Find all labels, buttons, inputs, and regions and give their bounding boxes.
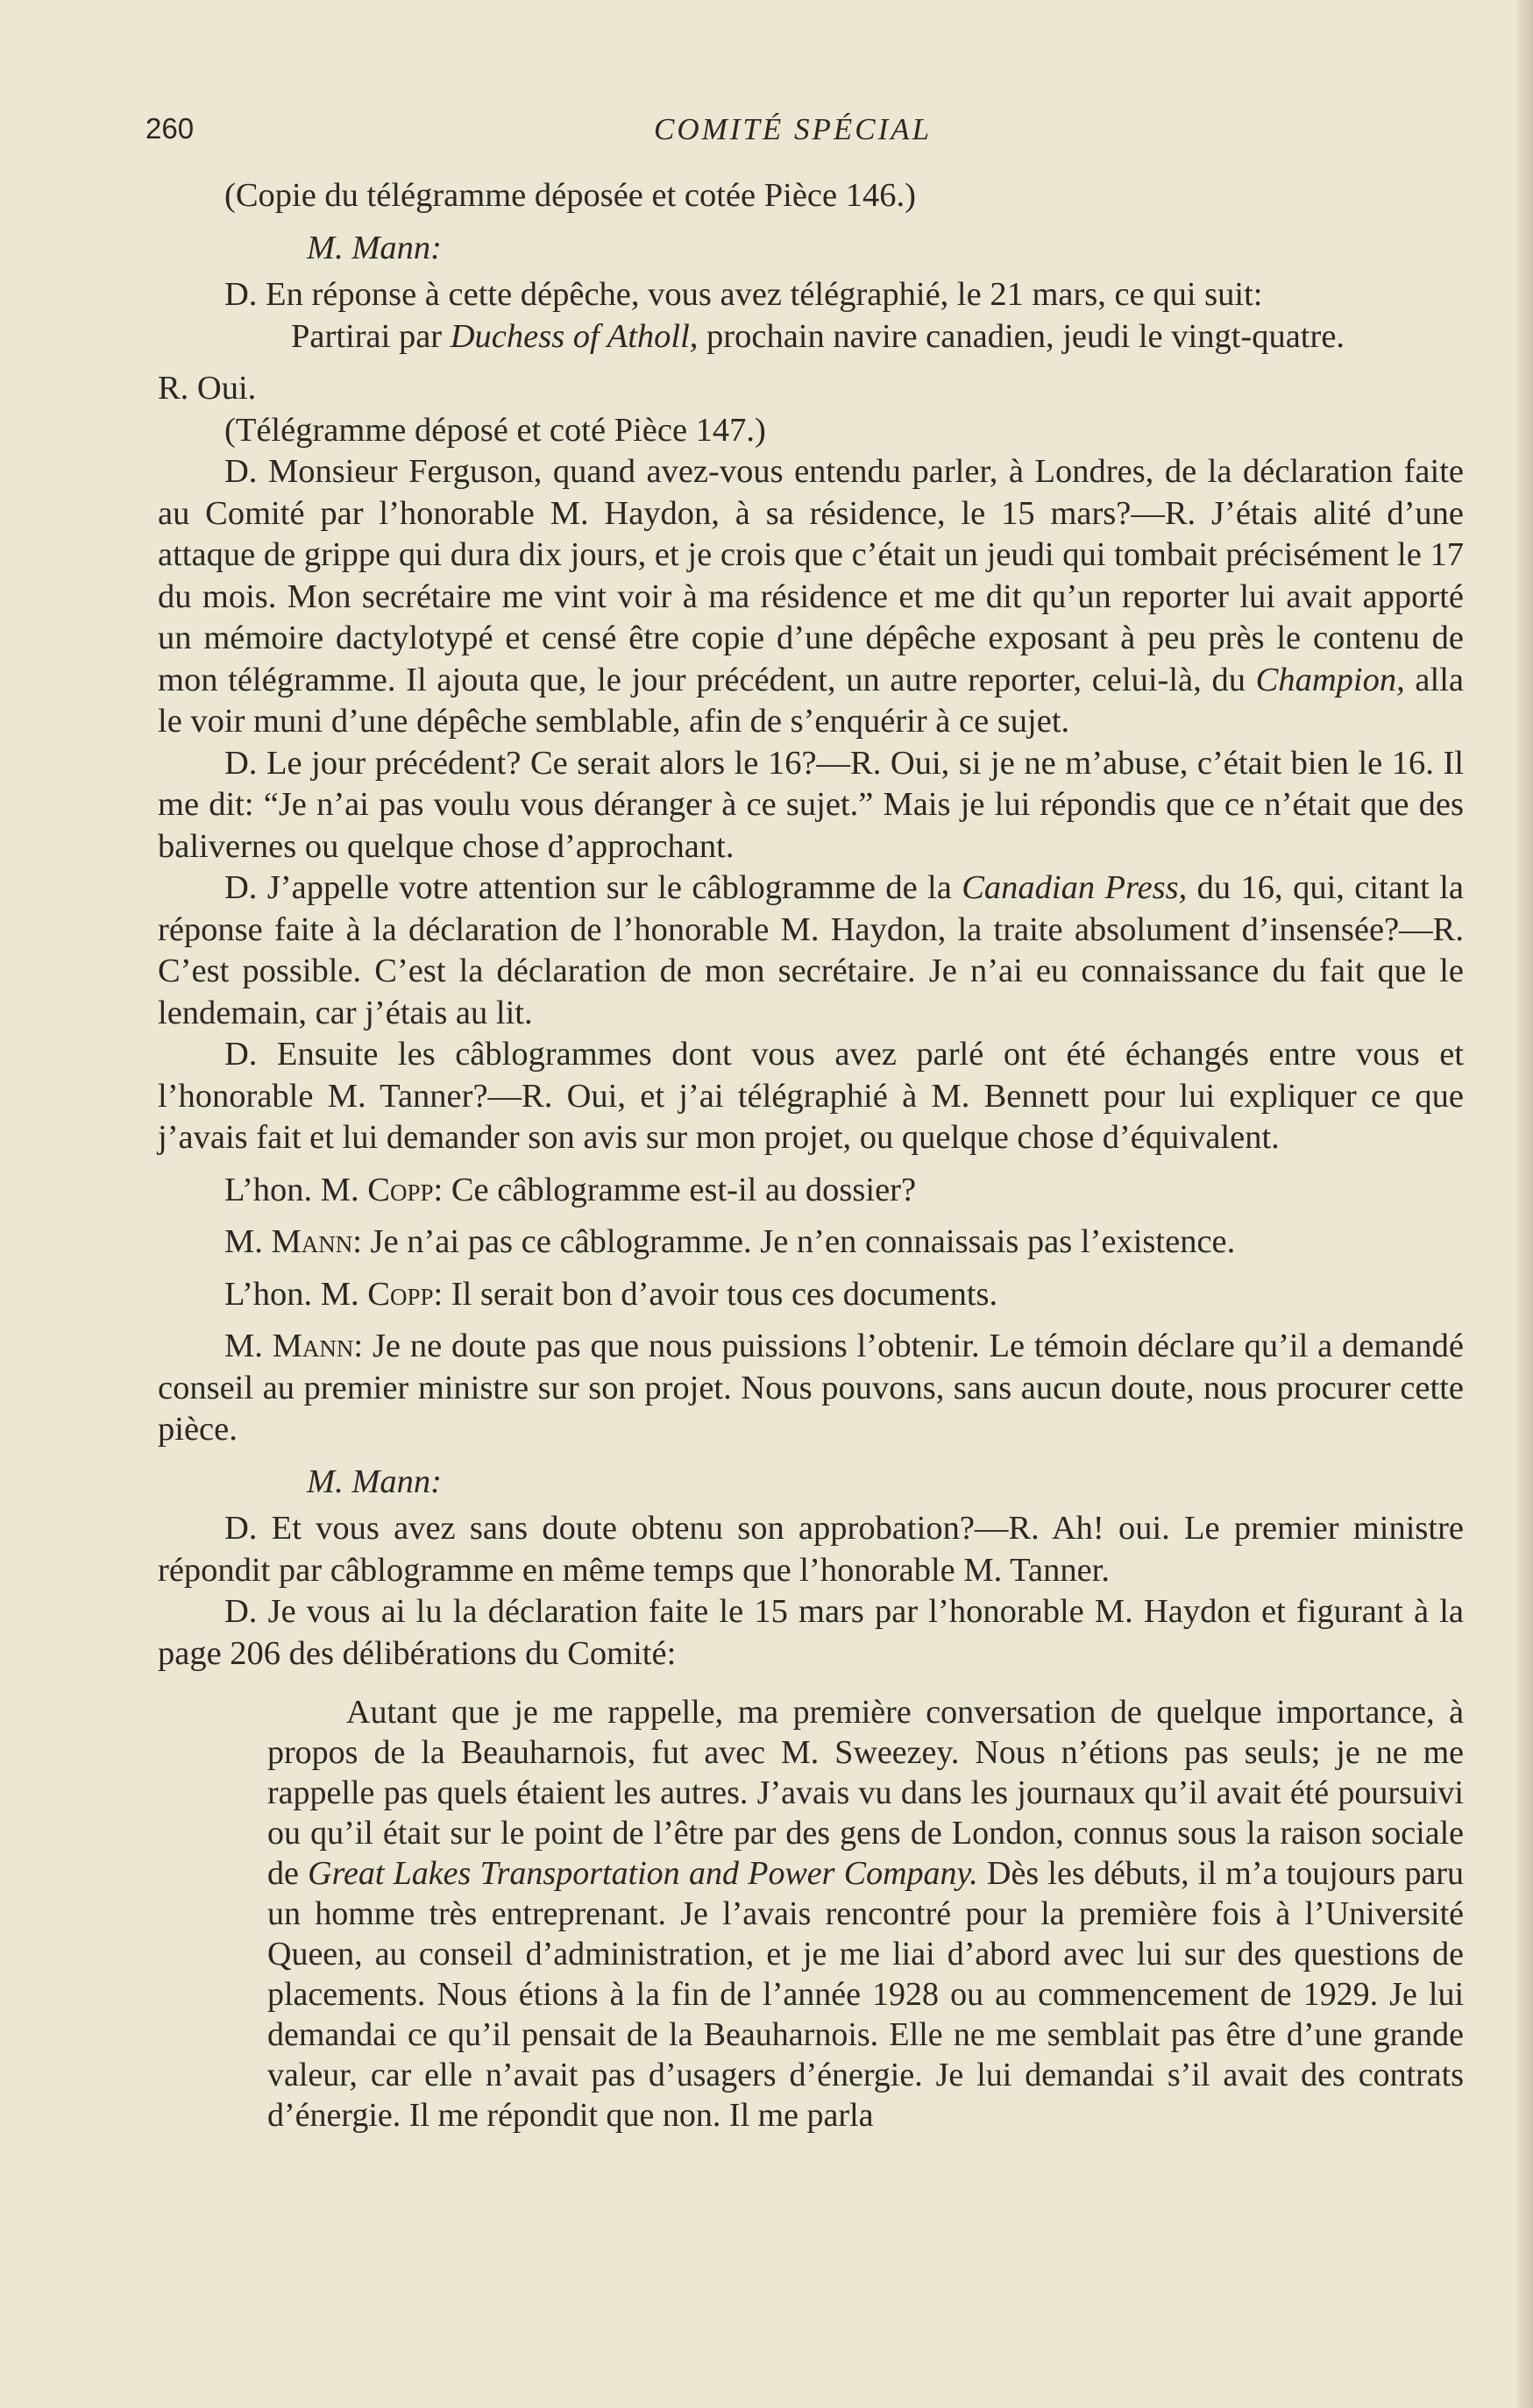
intervention-paragraph: M. Mann: Je ne doute pas que nous puissions l’obtenir. Le témoin déclare qu’il a demandé conseil au premier ministre sur son projet. Nous pouvons, sans aucun doute, nous procurer cette pièce. [158,1328,1465,1448]
intervention-paragraph: M. Mann: Je n’ai pas ce câblogramme. Je n’en connaissais pas l’existence. [224,1223,1236,1260]
exhibit-note-146: (Copie du télégramme déposée et cotée Pièce 146.) [224,177,916,214]
intervention-paragraph: L’hon. M. Copp: Il serait bon d’avoir tous ces documents. [224,1275,998,1313]
page-number: 260 [145,112,195,145]
exhibit-note-147: (Télégramme déposé et coté Pièce 147.) [224,411,766,449]
question-paragraph: D. Ensuite les câblogrammes dont vous avez parlé ont été échangés entre vous et l’honorable M. Tanner?—R. Oui, et j’ai télégraphié à M. Bennett pour lui expliquer ce que j’avais fait et lui demander son avis sur mon projet, ou quelque chose d’équivalent. [158,1036,1464,1156]
page-header [145,112,1460,156]
question-paragraph: D. Je vous ai lu la déclaration faite le 15 mars par l’honorable M. Haydon et figurant à la page 206 des délibérations du Comité: [158,1593,1464,1672]
question-paragraph: D. Le jour précédent? Ce serait alors le 16?—R. Oui, si je ne m’abuse, c’était bien le 16. Il me dit: “Je n’ai pas voulu vous déranger à ce sujet.” Mais je lui répondis que ce n’était que des balivernes ou quelque chose d’approchant. [158,744,1464,865]
answer-paragraph: R. Oui. [158,370,257,407]
running-head: COMITÉ SPÉCIAL [654,112,933,146]
page-body [158,175,1464,2135]
page-edge [1517,0,1533,2408]
question-paragraph: D. En réponse à cette dépêche, vous avez télégraphié, le 21 mars, ce qui suit: [224,276,1263,313]
telegram-quote: Partirai par Duchess of Atholl, prochain navire canadien, jeudi le vingt-quatre. [291,317,1345,355]
speaker-heading: M. Mann: [307,1463,442,1500]
agency-name: Canadian Press, [962,869,1188,906]
question-paragraph: D. J’appelle votre attention sur le câblogramme de la Canadian Press, du 16, qui, citant la réponse faite à la déclaration de l’honorable M. Haydon, la traite absolument d’insensée?—R. C’est possible. C’est la déclaration de mon secrétaire. Je n’ai eu connaissance du fait que le lendemain, car j’étais au lit. [158,869,1464,1031]
quoted-declaration: Autant que je me rappelle, ma première conversation de quelque importance, à propos de la Beauharnois, fut avec M. Sweezey. Nous n’étions pas seuls; je ne me rappelle pas quels étaient les autres. J’avais vu dans les journaux qu’il avait été poursuivi ou qu’il était sur le point de l’être par des gens de London, connus sous la raison sociale de Great Lakes Transportation and Power Company. Dès les débuts, il m’a toujours paru un homme très entreprenant. Je l’avais rencontré pour la première fois à l’Université Queen, au conseil d’administration, et je me liai d’abord avec lui sur des questions de placements. Nous étions à la fin de l’année 1928 ou au commencement de 1929. Je lui demandai ce qu’il pensait de la Beauharnois. Elle ne me semblait pas être d’une grande valeur, car elle n’avait pas d’usagers d’énergie. Je lui demandai s’il avait des contrats d’énergie. Il me répondit que non. Il me parla [267,1694,1464,2134]
question-paragraph: D. Monsieur Ferguson, quand avez-vous entendu parler, à Londres, de la déclaration faite au Comité par l’honorable M. Haydon, à sa résidence, le 15 mars?—R. J’étais alité d’une attaque de grippe qui dura dix jours, et je crois que c’était un jeudi qui tombait précisément le 17 du mois. Mon secrétaire me vint voir à ma résidence et me dit qu’un reporter lui avait apporté un mémoire dactylotypé et censé être copie d’une dépêche exposant à peu près le contenu de mon télégramme. Il ajouta que, le jour précédent, un autre reporter, celui-là, du Champion, alla le voir muni d’une dépêche semblable, afin de s’enquérir à ce sujet. [158,453,1464,740]
question-paragraph: D. Et vous avez sans doute obtenu son approbation?—R. Ah! oui. Le premier ministre répondit par câblogramme en même temps que l’honorable M. Tanner. [158,1510,1464,1589]
newspaper-name: Champion, [1255,661,1405,698]
intervention-paragraph: L’hon. M. Copp: Ce câblogramme est-il au dossier? [224,1171,917,1208]
ship-name: Duchess of Atholl, [450,317,699,355]
company-name: Great Lakes Transportation and Power Company. [308,1855,978,1892]
speaker-heading: M. Mann: [307,229,442,266]
